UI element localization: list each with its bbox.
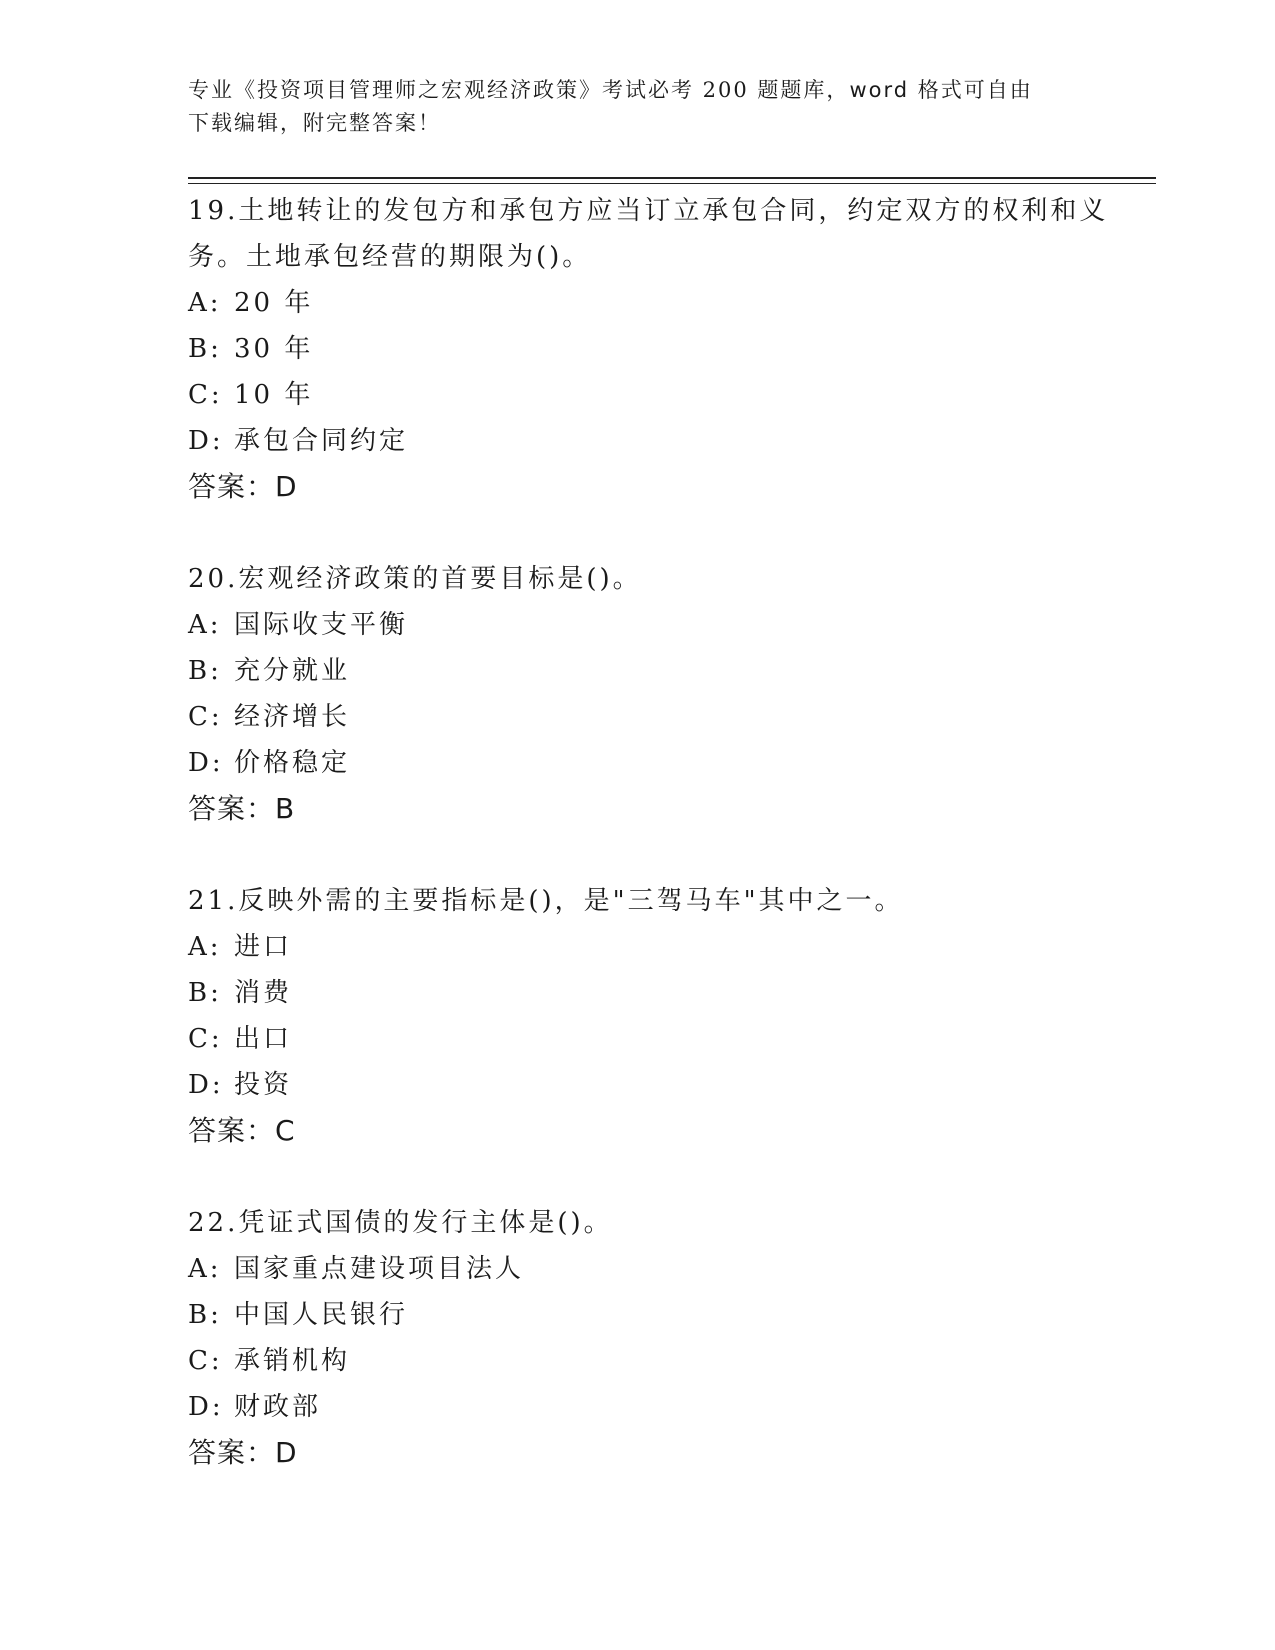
option-letter: D: (188, 426, 224, 456)
option-d (188, 1062, 1118, 1108)
option-c (188, 372, 1118, 418)
option-letter: C: (188, 1024, 223, 1054)
option-c (188, 694, 1118, 740)
option-d (188, 740, 1118, 786)
question-22 (188, 1200, 1118, 1476)
option-letter: A: (188, 1254, 222, 1284)
option-letter: D: (188, 1392, 224, 1422)
question-19 (188, 188, 1118, 510)
question-list (188, 188, 1118, 1522)
option-text: 价格稳定 (234, 748, 351, 778)
answer-line: 答案：D (188, 470, 298, 503)
option-text: 国家重点建设项目法人 (234, 1254, 525, 1284)
header-divider-thick (188, 177, 1156, 179)
option-text: 经济增长 (234, 702, 351, 732)
option-a (188, 280, 1118, 326)
option-text: 20 年 (234, 288, 314, 318)
option-c (188, 1338, 1118, 1384)
answer-line: 答案：C (188, 1114, 296, 1147)
option-text: 承销机构 (234, 1346, 351, 1376)
option-letter: A: (188, 932, 222, 962)
option-letter: B: (188, 978, 222, 1008)
option-letter: B: (188, 334, 222, 364)
option-b (188, 970, 1118, 1016)
option-letter: D: (188, 748, 224, 778)
header-divider-thin (188, 183, 1156, 184)
question-stem: 20.宏观经济政策的首要目标是()。 (188, 564, 642, 594)
option-b (188, 326, 1118, 372)
option-d (188, 418, 1118, 464)
option-text: 投资 (234, 1070, 293, 1100)
option-text: 进口 (234, 932, 293, 962)
option-letter: A: (188, 288, 222, 318)
option-c (188, 1016, 1118, 1062)
option-text: 中国人民银行 (234, 1300, 409, 1330)
option-text: 消费 (234, 978, 293, 1008)
option-letter: C: (188, 1346, 223, 1376)
option-d (188, 1384, 1118, 1430)
document-header (188, 74, 1068, 140)
option-a (188, 924, 1118, 970)
option-text: 出口 (234, 1024, 293, 1054)
option-a (188, 1246, 1118, 1292)
question-20 (188, 556, 1118, 832)
option-text: 国际收支平衡 (234, 610, 409, 640)
option-letter: C: (188, 380, 223, 410)
header-text: 专业《投资项目管理师之宏观经济政策》考试必考 200 题题库， (188, 78, 850, 102)
answer-line: 答案：D (188, 1436, 298, 1469)
header-line-2: 下载编辑，附完整答案！ (188, 111, 441, 135)
question-stem: 22.凭证式国债的发行主体是()。 (188, 1208, 613, 1238)
answer-line: 答案：B (188, 792, 296, 825)
question-stem: 21.反映外需的主要指标是()，是"三驾马车"其中之一。 (188, 886, 904, 916)
option-text: 30 年 (234, 334, 314, 364)
option-letter: B: (188, 656, 222, 686)
option-text: 充分就业 (234, 656, 351, 686)
option-text: 承包合同约定 (234, 426, 409, 456)
header-line-1 (188, 74, 1068, 107)
option-b (188, 1292, 1118, 1338)
option-b (188, 648, 1118, 694)
option-text: 10 年 (234, 380, 314, 410)
header-format-word: word (849, 78, 910, 102)
header-text: 格式可自由 (909, 78, 1033, 102)
question-stem: 19.土地转让的发包方和承包方应当订立承包合同，约定双方的权利和义务。土地承包经营的期限为()。 (188, 196, 1109, 272)
option-letter: B: (188, 1300, 222, 1330)
option-a (188, 602, 1118, 648)
question-21 (188, 878, 1118, 1154)
option-letter: D: (188, 1070, 224, 1100)
option-letter: C: (188, 702, 223, 732)
option-text: 财政部 (234, 1392, 322, 1422)
option-letter: A: (188, 610, 222, 640)
